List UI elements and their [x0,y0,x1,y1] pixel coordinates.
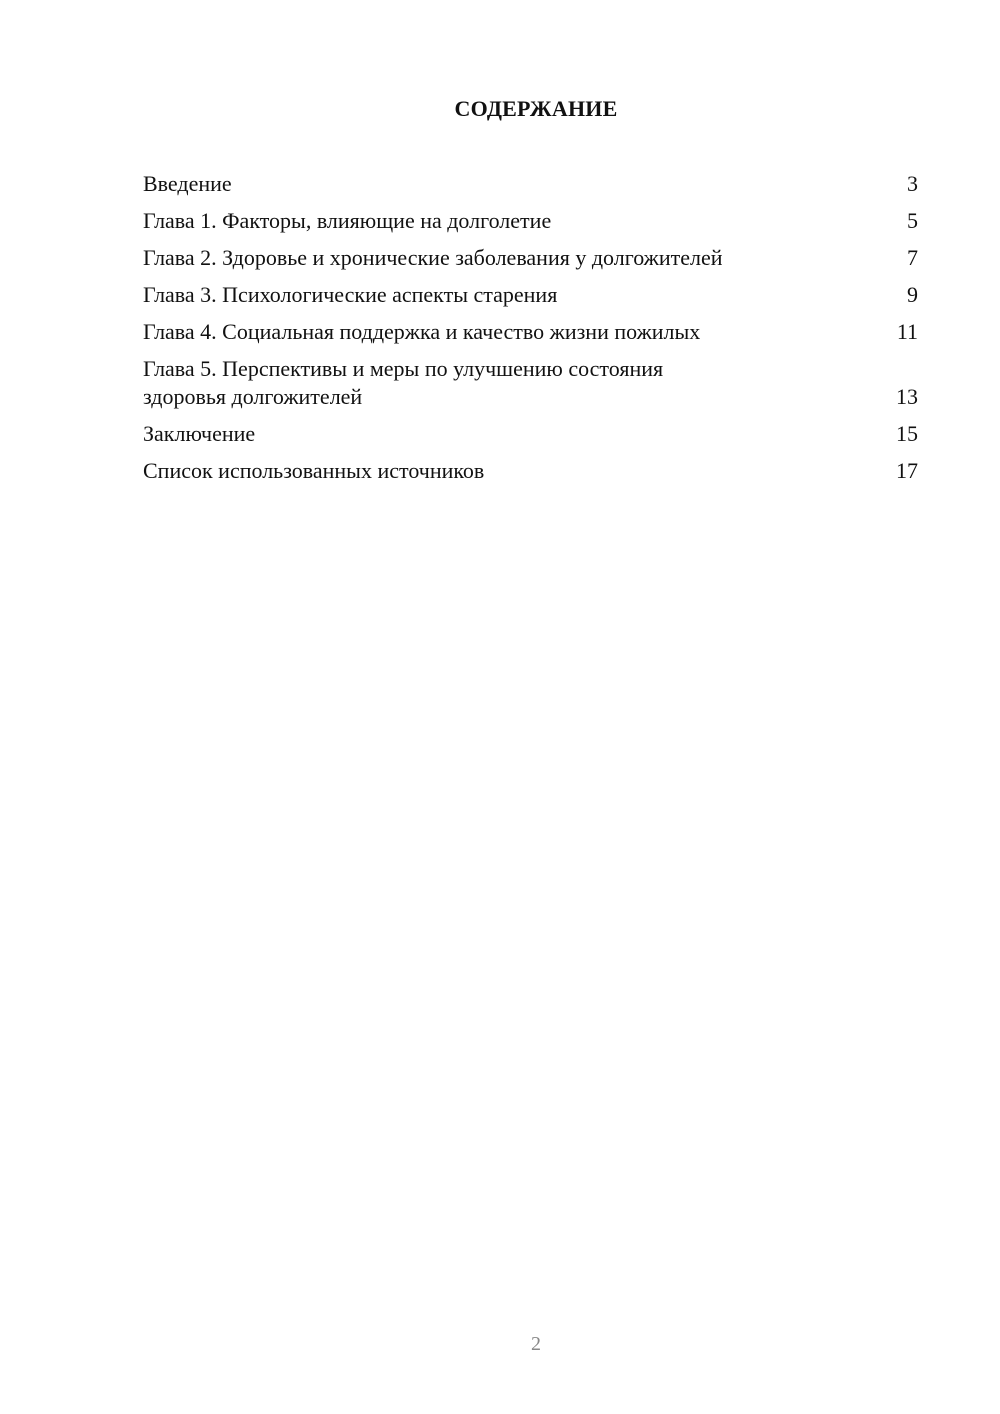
toc-entry-page: 3 [907,171,918,196]
toc-entry-label: Глава 4. Социальная поддержка и качество жизни пожилых [143,319,701,344]
table-of-contents [143,170,918,494]
toc-entry-chapter-4[interactable] [143,318,918,346]
toc-entry-references[interactable] [143,457,918,485]
toc-entry-page: 13 [896,384,918,409]
toc-entry-page: 17 [896,458,918,483]
toc-entry-label: Глава 2. Здоровье и хронические заболевания у долгожителей [143,245,723,270]
toc-entry-label: Глава 3. Психологические аспекты старения [143,282,558,307]
toc-entry-chapter-1[interactable] [143,207,918,235]
toc-entry-page: 15 [896,421,918,446]
toc-entry-label: Список использованных источников [143,458,485,483]
toc-entry-introduction[interactable] [143,170,918,198]
toc-entry-chapter-3[interactable] [143,281,918,309]
toc-entry-page: 7 [907,245,918,270]
toc-entry-page: 5 [907,208,918,233]
toc-entry-page: 11 [896,319,918,344]
toc-entry-chapter-5[interactable] [143,355,918,411]
toc-entry-page: 9 [907,282,918,307]
toc-title: СОДЕРЖАНИЕ [454,96,618,121]
toc-entry-chapter-2[interactable] [143,244,918,272]
page-number: 2 [531,1333,541,1355]
toc-entry-conclusion[interactable] [143,420,918,448]
toc-entry-label: Заключение [143,421,256,446]
toc-entry-label: Глава 1. Факторы, влияющие на долголетие [143,208,552,233]
toc-entry-label: Глава 5. Перспективы и меры по улучшению состояния здоровья долгожителей [143,356,664,409]
toc-entry-label: Введение [143,171,232,196]
